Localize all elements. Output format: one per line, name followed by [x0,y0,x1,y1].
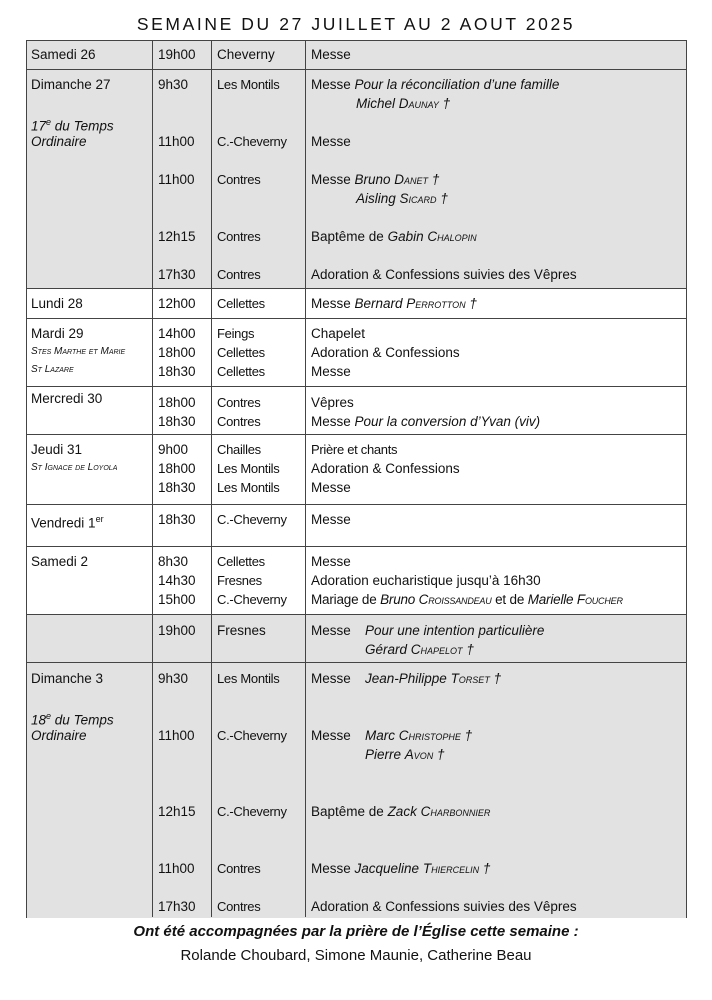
event: Messe Bruno Danet † [311,172,440,187]
place: C.-Cheverny [217,592,287,607]
time: 11h00 [158,861,195,876]
event: Adoration & Confessions suivies des Vêpres [311,267,577,282]
intention-name: Marc Christophe † [365,728,473,743]
table-row [27,614,686,662]
time: 18h30 [158,480,196,495]
time: 12h15 [158,804,196,819]
footer-names: Rolande Choubard, Simone Maunie, Catherine Beau [180,947,532,964]
table-row [27,386,686,434]
event: Adoration & Confessions [311,345,460,360]
event: Adoration eucharistique jusqu’à 16h30 [311,573,541,588]
event: Adoration & Confessions [311,461,460,476]
cross-icon: † [464,728,473,743]
footer-heading: Ont été accompagnées par la prière de l’Église cette semaine : [133,923,579,940]
event: Adoration & Confessions suivies des Vêpres [311,899,577,914]
place: Cellettes [217,364,265,379]
cross-icon: † [466,642,474,657]
intention: Pour une intention particulière [365,623,545,638]
day-label: Jeudi 31 [31,442,83,457]
cross-icon: † [431,172,440,187]
column-divider [305,40,306,917]
place: Cheverny [217,47,275,62]
intention-name: Gérard Chapelot † [365,642,474,657]
place: Cellettes [217,554,265,569]
liturgical-note: Ordinaire [31,134,87,149]
place: Contres [217,899,261,914]
liturgical-note: 17e du Temps [31,117,114,134]
place: Les Montils [217,461,280,476]
event: Mariage de Bruno Croissandeau et de Marielle Foucher [311,592,623,607]
time: 18h30 [158,364,196,379]
table-row [27,318,686,386]
liturgical-note: Ordinaire [31,728,87,743]
cross-icon: † [482,861,491,876]
place: Cellettes [217,296,265,311]
event: Messe Jacqueline Thiercelin † [311,861,491,876]
place: Les Montils [217,77,280,92]
time: 19h00 [158,47,196,62]
place: Cellettes [217,345,265,360]
time: 19h00 [158,623,196,638]
intention-name: Jean-Philippe Torset † [365,671,502,686]
event: Chapelet [311,326,366,341]
event: Messe [311,554,351,569]
table-row [27,69,686,288]
time: 12h15 [158,229,196,244]
cross-icon: † [437,747,445,762]
day-label: Mercredi 30 [31,391,103,406]
page-title: SEMAINE DU 27 JUILLET AU 2 AOUT 2025 [136,14,576,34]
table-row [27,662,686,918]
event: Messe [311,134,351,149]
time: 8h30 [158,554,189,569]
place: C.-Cheverny [217,512,287,527]
event: Messe [311,47,351,62]
event: Baptême de Gabin Chalopin [311,229,477,244]
table-row [27,504,686,546]
time: 9h00 [158,442,189,457]
place: Contres [217,229,261,244]
saint-note: St Lazare [31,364,74,375]
time: 12h00 [158,296,196,311]
place: Contres [217,414,261,429]
event: Messe [311,623,351,638]
event: Messe [311,480,351,495]
intention-name: Aisling Sicard † [356,191,448,206]
time: 18h00 [158,395,196,410]
day-label: Mardi 29 [31,326,84,341]
time: 18h30 [158,512,196,527]
event: Messe Pour la conversion d’Yvan (viv) [311,414,541,429]
event: Messe Bernard Perrotton † [311,296,477,311]
time: 15h00 [158,592,196,607]
place: Fresnes [217,623,266,638]
time: 17h30 [158,267,196,282]
event: Messe Pour la réconciliation d’une famille [311,77,560,92]
table-row [27,546,686,614]
place: Les Montils [217,671,280,686]
day-label: Lundi 28 [31,296,83,311]
time: 11h00 [158,134,195,149]
place: Les Montils [217,480,280,495]
event: Messe [311,364,351,379]
place: Chailles [217,442,261,457]
time: 11h00 [158,728,195,743]
cross-icon: † [493,671,502,686]
day-label: Samedi 26 [31,47,96,62]
time: 18h00 [158,345,196,360]
day-label: Dimanche 3 [31,671,104,686]
column-divider [211,40,212,917]
event: Messe [311,728,351,743]
event: Vêpres [311,395,354,410]
time: 18h00 [158,461,196,476]
place: Contres [217,861,261,876]
place: Contres [217,267,261,282]
cross-icon: † [469,296,477,311]
event: Messe [311,671,351,686]
time: 11h00 [158,172,195,187]
saint-note: St Ignace de Loyola [31,462,118,473]
place: Contres [217,395,261,410]
event: Messe [311,512,351,527]
place: C.-Cheverny [217,134,287,149]
time: 9h30 [158,77,189,92]
place: C.-Cheverny [217,728,287,743]
liturgical-note: 18e du Temps [31,711,114,728]
time: 14h00 [158,326,196,341]
place: Contres [217,172,261,187]
table-row [27,434,686,504]
time: 14h30 [158,573,196,588]
schedule-table [26,40,687,918]
table-row [27,40,686,69]
event: Baptême de Zack Charbonnier [311,804,491,819]
cross-icon: † [442,96,451,111]
time: 9h30 [158,671,189,686]
time: 17h30 [158,899,196,914]
column-divider [152,40,153,917]
day-label: Vendredi 1er [31,514,104,531]
table-row [27,288,686,318]
place: Feings [217,326,255,341]
event: Prière et chants [311,442,398,457]
day-label: Samedi 2 [31,554,89,569]
intention-name: Michel Daunay † [356,96,451,111]
time: 18h30 [158,414,196,429]
saint-note: Stes Marthe et Marie [31,346,126,357]
intention-name: Pierre Avon † [365,747,445,762]
place: C.-Cheverny [217,804,287,819]
place: Fresnes [217,573,262,588]
day-label: Dimanche 27 [31,77,111,92]
cross-icon: † [440,191,448,206]
